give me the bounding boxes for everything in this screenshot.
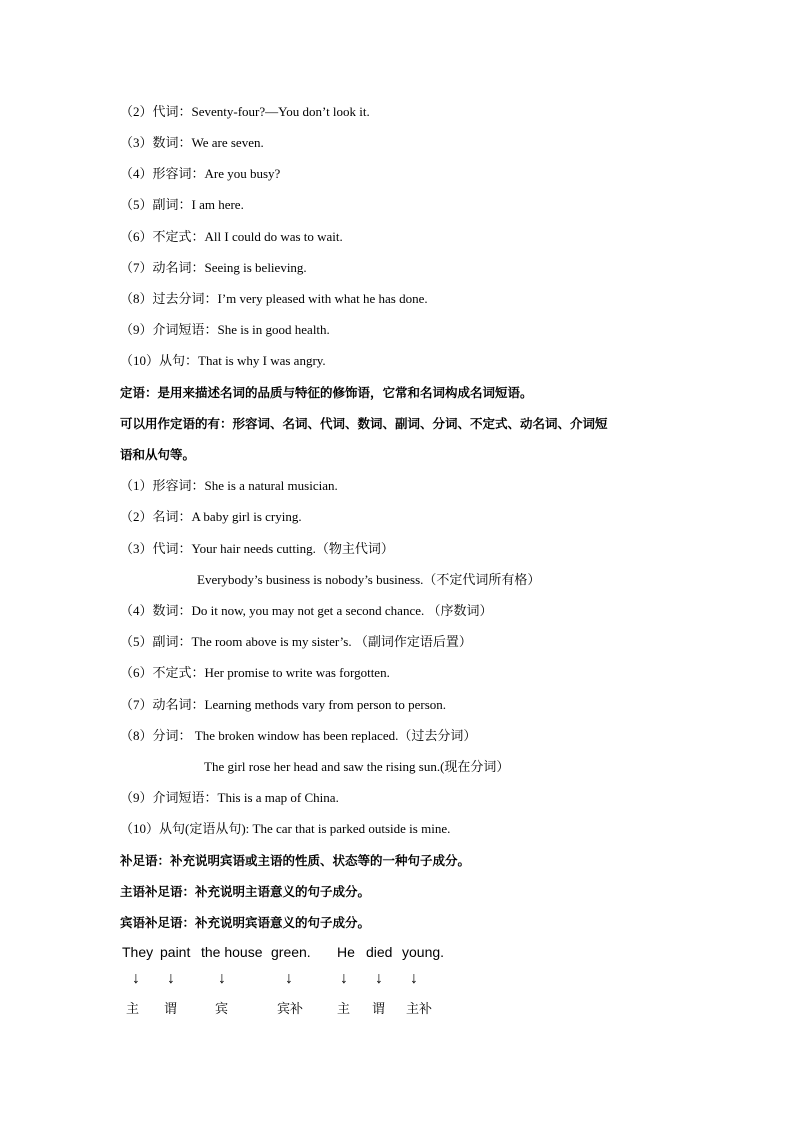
prep-phrase-example: （9）介词短语：She is in good health. — [120, 322, 330, 337]
diagram-word: young. — [402, 944, 445, 960]
attr-pronoun-example: （3）代词：Your hair needs cutting.（物主代词） — [120, 541, 394, 556]
diagram-word: paint — [160, 944, 191, 960]
down-arrow-icon: ↓ — [218, 970, 226, 987]
role-label: 主补 — [406, 1002, 433, 1017]
role-label: 主 — [126, 1002, 140, 1017]
complement-definition: 补足语：补充说明宾语或主语的性质、状态等的一种句子成分。 — [120, 853, 471, 868]
diagram-word: green. — [271, 944, 311, 960]
sentence-component-diagram — [0, 944, 794, 1024]
pronoun-subject-example: （2）代词：Seventy-four?—You don’t look it. — [120, 104, 370, 119]
down-arrow-icon: ↓ — [410, 970, 418, 987]
numeral-subject-example: （3）数词：We are seven. — [120, 135, 264, 150]
attr-numeral-example: （4）数词：Do it now, you may not get a second chance. （序数词） — [120, 603, 493, 618]
down-arrow-icon: ↓ — [340, 970, 348, 987]
attributive-types-line2: 语和从句等。 — [120, 447, 196, 462]
clause-example: （10）从句：That is why I was angry. — [120, 353, 326, 368]
adjective-example: （4）形容词：Are you busy? — [120, 166, 281, 181]
past-participle-example: （8）过去分词：I’m very pleased with what he has done. — [120, 291, 428, 306]
attr-pronoun-example-2: Everybody’s business is nobody’s business.（不定代词所有格） — [197, 572, 541, 587]
role-label: 谓 — [164, 1002, 178, 1017]
attr-prep-phrase-example: （9）介词短语：This is a map of China. — [120, 790, 339, 805]
diagram-word: died — [366, 944, 393, 960]
attr-adjective-example: （1）形容词：She is a natural musician. — [120, 478, 338, 493]
adverb-example: （5）副词：I am here. — [120, 197, 244, 212]
attr-noun-example: （2）名词：A baby girl is crying. — [120, 509, 302, 524]
role-label: 主 — [337, 1002, 351, 1017]
subject-complement-definition: 主语补足语：补充说明主语意义的句子成分。 — [120, 884, 371, 899]
gerund-example: （7）动名词：Seeing is believing. — [120, 260, 307, 275]
attributive-types-line1: 可以用作定语的有：形容词、名词、代词、数词、副词、分词、不定式、动名词、介词短 — [120, 416, 608, 431]
role-label: 谓 — [372, 1002, 386, 1017]
diagram-word: He — [337, 944, 355, 960]
attr-gerund-example: （7）动名词：Learning methods vary from person to person. — [120, 697, 447, 712]
attr-clause-example: （10）从句(定语从句): The car that is parked outside is mine. — [120, 821, 451, 836]
attr-participle-example-2: The girl rose her head and saw the rising sun.(现在分词） — [204, 759, 510, 774]
down-arrow-icon: ↓ — [132, 970, 140, 987]
role-label: 宾补 — [277, 1002, 304, 1017]
infinitive-example: （6）不定式：All I could do was to wait. — [120, 229, 343, 244]
role-label: 宾 — [215, 1002, 229, 1017]
attr-adverb-example: （5）副词：The room above is my sister’s. （副词作定语后置） — [120, 634, 472, 649]
attributive-definition: 定语：是用来描述名词的品质与特征的修饰语，它常和名词构成名词短语。 — [120, 385, 533, 400]
attr-participle-example: （8）分词： The broken window has been replaced.（过去分词） — [120, 728, 477, 743]
attr-infinitive-example: （6）不定式：Her promise to write was forgotten. — [120, 665, 390, 680]
down-arrow-icon: ↓ — [167, 970, 175, 987]
down-arrow-icon: ↓ — [285, 970, 293, 987]
diagram-word: the house — [201, 944, 263, 960]
diagram-word: They — [122, 944, 154, 960]
object-complement-definition: 宾语补足语：补充说明宾语意义的句子成分。 — [120, 915, 371, 930]
down-arrow-icon: ↓ — [375, 970, 383, 987]
